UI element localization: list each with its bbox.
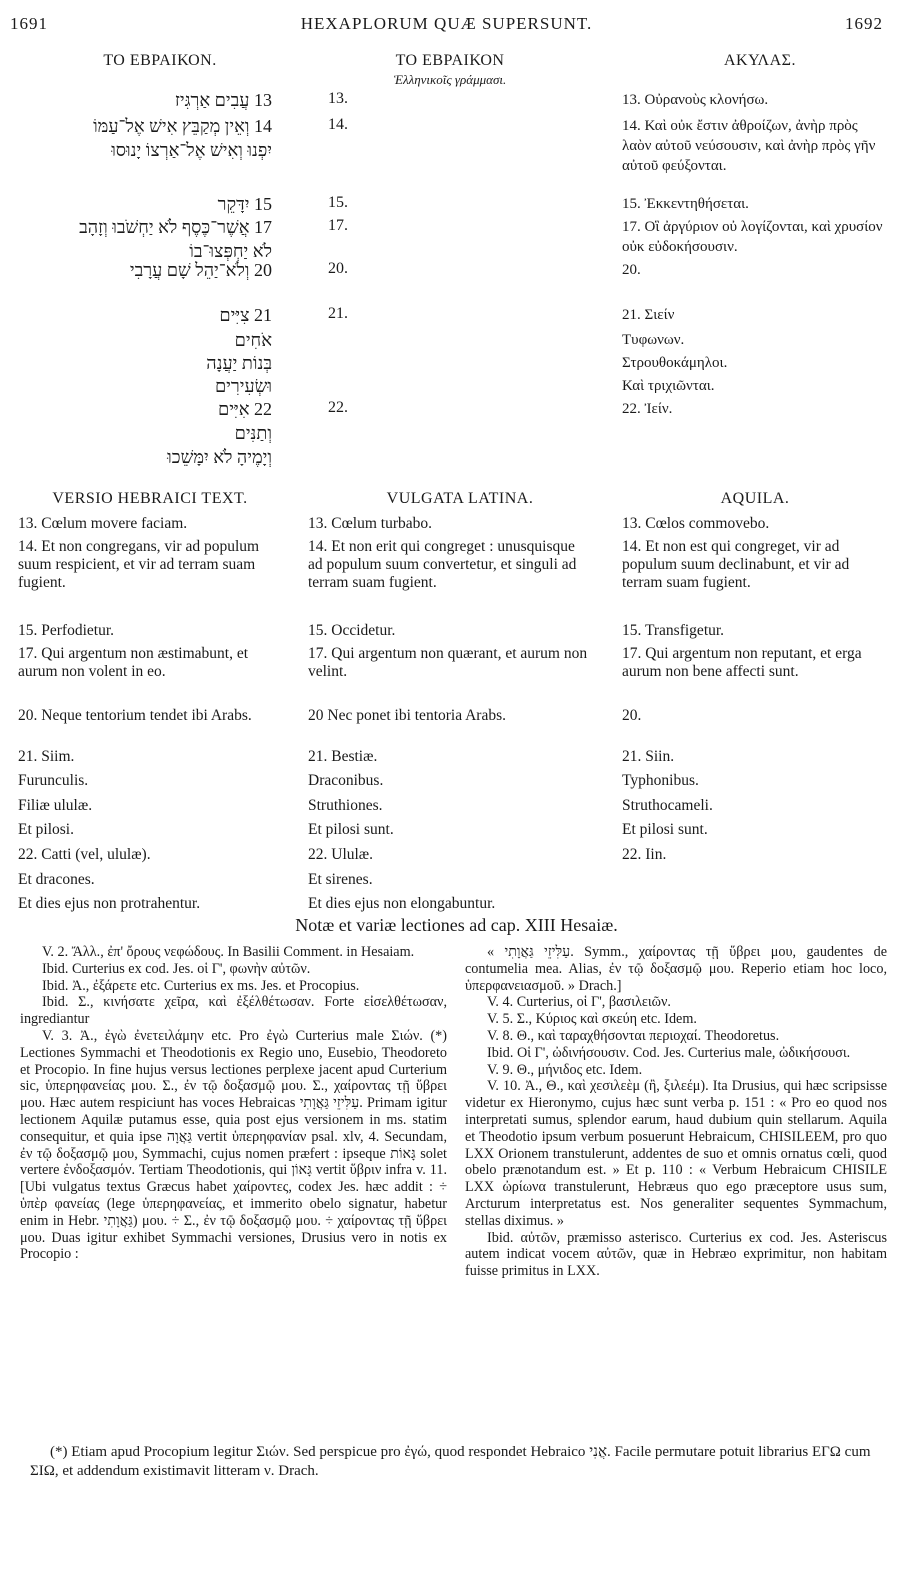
column-title-hebrew: ΤΟ ΕΒΡΑΙΚΟΝ.	[103, 52, 217, 69]
latin-verse: Filiæ ululæ.	[18, 797, 93, 814]
aquila-greek-line: 21. Σιείν	[622, 307, 675, 323]
aquila-greek-line: 14. Καὶ οὐκ ἔστιν ἀθροίζων, ἀνὴρ πρὸς λαὸν αὐτοῦ νεύσουσιν, καὶ ἀνὴρ πρὸς γῆν αὐτοῦ φεύξονται.	[622, 118, 876, 174]
latin-verse: Typhonibus.	[622, 772, 699, 789]
page-number-left: 1691	[10, 14, 48, 33]
latin-verse: Et dracones.	[18, 871, 95, 888]
verse-number: 17.	[328, 217, 348, 234]
latin-verse: 21. Siin.	[622, 748, 675, 765]
note-paragraph: Ibid. Curterius ex cod. Jes. οἱ Γ', φωνὴν αὐτῶν.	[42, 960, 311, 977]
aquila-greek-line: 15. Ἐκκεντηθήσεται.	[622, 196, 749, 212]
hebrew-line: 13 עֲבִים אַרְגִּיז	[174, 90, 272, 110]
column-title-aquila-latin: AQUILA.	[720, 490, 790, 507]
note-paragraph: V. 3. Ἀ., ἐγὼ ἐνετειλάμην etc. Pro ἐγὼ Curterius male Σιών. (*) Lectiones Symmachi et Theodotionis ex Regio uno, Eusebio, Theodoreto et Procopio. In fine hujus versus lectiones perplexe jacent apud Curterium sic, ὑπερηφανείας μου. Σ., ἐν τῷ δοξασμῷ μου. Σ., χαίροντας τῇ ὕβρει μου. Hæc autem respiciunt has voces Hebraicas עַלִּיזֵי גַּאֲוָתִי. Primam igitur lectionem Aquilæ putamus esse, quia post ejus versionem in ms. statim consequitur, et quia ipse גַּאֲוָה vertit ὑπερηφανίαν psal. xlv, 4. Secundam, ἐν τῷ δοξασμῷ μου, Symmachi, cujus nomen præfert : ipseque גָּאוֹת solet vertere ἐνδοξασμόν. Tertiam Theodotionis, qui גָּאוֹן vertit ὕβριν infra v. 11. [Ubi vulgatus textus Græcus habet χαίροντες, codex Jes. hæc addit : ÷ ὑπὲρ φανείας (lege ὑπερηφανείας, et immerito obelo signatur, habetur enim in Hebr. גַּאֲוָתִי) μου. ÷ Σ., ἐν τῷ δοξασμῷ μου. ÷ χαίροντας τῇ ὕβρει μου. Duas igitur exhibet Symmachi versiones, Drusius vero in notis ex Procopio :	[20, 1027, 447, 1263]
latin-verse: 20. Neque tentorium tendet ibi Arabs.	[18, 707, 252, 724]
aquila-greek-line: 17. Οἳ ἀργύριον οὐ λογίζονται, καὶ χρυσίον οὐκ εὐδοκήσουσιν.	[622, 219, 883, 255]
latin-verse: Et pilosi.	[18, 821, 74, 838]
notes-left-column	[20, 944, 447, 1263]
hebrew-line: וּשְׂעִירִים	[214, 376, 272, 396]
hebrew-line: וְתַנִּים	[234, 423, 272, 443]
hebrew-line: 21 צִיִּים	[219, 305, 272, 325]
latin-verse: 22. Ululæ.	[308, 846, 374, 863]
latin-verse: Furunculis.	[18, 772, 89, 789]
hebrew-line: 15 יִדָּקֵר	[217, 194, 272, 214]
note-paragraph: Ibid. Ἀ., ἐξάρετε etc. Curterius ex ms. Jes. et Procopius.	[42, 977, 360, 994]
note-paragraph: V. 4. Curterius, οἱ Γ', βασιλειῶν.	[487, 994, 671, 1011]
latin-verse: Et dies ejus non protrahentur.	[18, 895, 201, 912]
verse-number: 22.	[328, 399, 348, 416]
hebrew-line: 22 אִיִּים	[218, 399, 272, 419]
latin-verse: 14. Et non est qui congreget, vir ad populum suum declinabunt, et vir ad terram suam fugient.	[622, 538, 850, 591]
verse-number: 14.	[328, 116, 348, 133]
page-number-right: 1692	[845, 14, 883, 33]
hebrew-line: 14 וְאֵין מְקַבֵּץ אִישׁ אֶל־עַמּוֹ	[93, 116, 272, 136]
latin-verse: 15. Transfigetur.	[622, 622, 725, 639]
note-paragraph: Ibid. Σ., κινήσατε χεῖρα, καὶ ἐξέλθέτωσαν. Forte εἰσελθέτωσαν, ingrediantur	[20, 994, 447, 1028]
verse-number: 13.	[328, 90, 348, 107]
latin-verse: Et pilosi sunt.	[308, 821, 394, 838]
latin-verse: 13. Cœlos commovebo.	[622, 515, 770, 532]
note-paragraph: Ibid. Οἱ Γ', ὠδινήσουσιν. Cod. Jes. Curterius male, ὠδικήσουσι.	[487, 1044, 851, 1061]
note-paragraph: V. 2. Ἄλλ., ἐπ' ὄρους νεφώδους. In Basilii Comment. in Hesaiam.	[42, 944, 415, 960]
latin-verse: 20 Nec ponet ibi tentoria Arabs.	[308, 707, 507, 724]
latin-verse: Et pilosi sunt.	[622, 821, 708, 838]
hebrew-line: אֹחִים	[234, 330, 272, 350]
verse-number: 20.	[328, 260, 348, 277]
note-paragraph: V. 10. Ἀ., Θ., καὶ χεσιλεὲμ (ἢ, ξιλεέμ). Ita Drusius, qui hæc scripsisse videtur ex Hieronymo, cujus hæc sunt verba p. 151 : « Pro eo quod nos interpretati sumus, splendor earum, haud dubium quin stellarum. Aquila et Theodotio ipsum verbum posuerunt Hebraicum, CHISILEEM, pro quo LXX Orionem transtulerunt, addentes de suo et omnis ornatus cœli, quod obelo prænotandum est. » Et p. 110 : « Verbum Hebraicum CHISILE LXX ὠρίωνα transtulerunt, Hebræus quo ego præceptore usus sum, Arcturum interpretatus est. Nos generaliter sequentes Symmachum, stellas diximus. »	[465, 1078, 887, 1229]
note-paragraph: V. 5. Σ., Κύριος καὶ σκεύη etc. Idem.	[487, 1011, 697, 1028]
column-title-vulgata: VULGATA LATINA.	[386, 490, 534, 507]
latin-verse: Struthocameli.	[622, 797, 713, 814]
latin-verse: 13. Cœlum movere faciam.	[18, 515, 188, 532]
latin-verse: 17. Qui argentum non reputant, et erga aurum non bene affecti sunt.	[622, 645, 862, 680]
note-paragraph: V. 8. Θ., καὶ ταραχθήσονται περιοχαί. Theodoretus.	[487, 1027, 780, 1044]
note-paragraph: « עַלִּיזֵי גַּאֲוָתִי. Symm., χαίροντας τῇ ὕβρει μου, gaudentes de contumelia mea. Alias, ἐν τῷ δοξασμῷ μου. Reperio etiam hoc loco, ὑπερφανειασμοῦ. » Drach.]	[465, 944, 888, 994]
aquila-greek-line: 22. Ἰείν.	[622, 401, 673, 417]
aquila-greek-line: Στρουθοκάμηλοι.	[622, 355, 728, 371]
hebrew-line: 20 וְלֹא־יַהֵל שָׁם עֲרָבִי	[129, 260, 272, 280]
latin-verse: Et dies ejus non elongabuntur.	[308, 895, 496, 912]
verse-number: 15.	[328, 194, 348, 211]
latin-verse: 14. Et non erit qui congreget : unusquisque ad populum suum convertetur, et singuli ad terram suam fugient.	[308, 538, 577, 591]
latin-verse: 22. Iin.	[622, 846, 667, 863]
latin-verse: 21. Siim.	[18, 748, 75, 765]
note-paragraph: Ibid. αὐτῶν, præmisso asterisco. Curterius ex cod. Jes. Asteriscus autem indicat vocem αὐτῶν, quæ in Hebræo exprimitur, non habitam fuisse primitus in LXX.	[465, 1229, 887, 1280]
notes-right-column	[465, 944, 887, 1280]
hebrew-line: יִפְנוּ וְאִישׁ אֶל־אַרְצוֹ יָנוּסוּ	[111, 140, 272, 160]
aquila-greek-line: 13. Οὐρανοὺς κλονήσω.	[622, 92, 769, 108]
latin-verse: 21. Bestiæ.	[308, 748, 378, 765]
note-paragraph: V. 9. Θ., μήνιδος etc. Idem.	[487, 1061, 643, 1078]
verse-number: 21.	[328, 305, 348, 322]
hebrew-line: לֹא יַחְפְּצוּ־בוֹ	[189, 241, 272, 261]
page-header	[10, 14, 883, 38]
column-title-aquila-greek: ΑΚΥΛΑΣ.	[723, 52, 796, 69]
aquila-greek-line: 20.	[622, 262, 641, 278]
latin-verse: Et sirenes.	[308, 871, 373, 888]
hebrew-line: בְּנוֹת יַעֲנָה	[206, 353, 272, 373]
latin-verse: 17. Qui argentum non quærant, et aurum non velint.	[308, 645, 588, 680]
running-title: HEXAPLORUM QUÆ SUPERSUNT.	[300, 14, 593, 33]
hebrew-line: 17 אֲשֶׁר־כֶּסֶף לֹא יַחְשֹׁבוּ וְזָהָב	[79, 217, 272, 237]
latin-verse: Struthiones.	[308, 797, 383, 814]
column-title-versio: VERSIO HEBRAICI TEXT.	[52, 490, 248, 507]
latin-verse: Draconibus.	[308, 772, 384, 789]
notes-title: Notæ et variæ lectiones ad cap. XIII Hesaiæ.	[295, 915, 618, 935]
column-title-hebrew-greek-letters: ΤΟ ΕΒΡΑΙΚΟΝ	[395, 52, 505, 69]
latin-verse: 14. Et non congregans, vir ad populum suum respicient, et vir ad terram suam fugient.	[18, 538, 260, 591]
hebrew-line: וְיָמֶיהָ לֹא יִמָּשֵׁכוּ	[167, 447, 272, 467]
aquila-greek-line: Καὶ τριχιῶνται.	[622, 378, 715, 394]
latin-verse: 15. Occidetur.	[308, 622, 396, 639]
latin-verse: 15. Perfodietur.	[18, 622, 114, 639]
column-subtitle: Ἑλληνικοῖς γράμμασι.	[393, 72, 507, 87]
latin-verse: 13. Cœlum turbabo.	[308, 515, 432, 532]
latin-verse: 20.	[622, 707, 642, 724]
footnote: (*) Etiam apud Procopium legitur Σιών. Sed perspicue pro ἐγώ, quod respondet Hebraico אֲנִי. Facile permutare potuit librarius ΕΓΩ cum ΣΙΩ, et addendum existimavit litteram ν. Drach.	[30, 1444, 871, 1479]
latin-verse: 22. Catti (vel, ululæ).	[18, 846, 151, 863]
aquila-greek-line: Τυφωνων.	[622, 332, 685, 348]
latin-verse: 17. Qui argentum non æstimabunt, et aurum non volent in eo.	[18, 645, 249, 680]
